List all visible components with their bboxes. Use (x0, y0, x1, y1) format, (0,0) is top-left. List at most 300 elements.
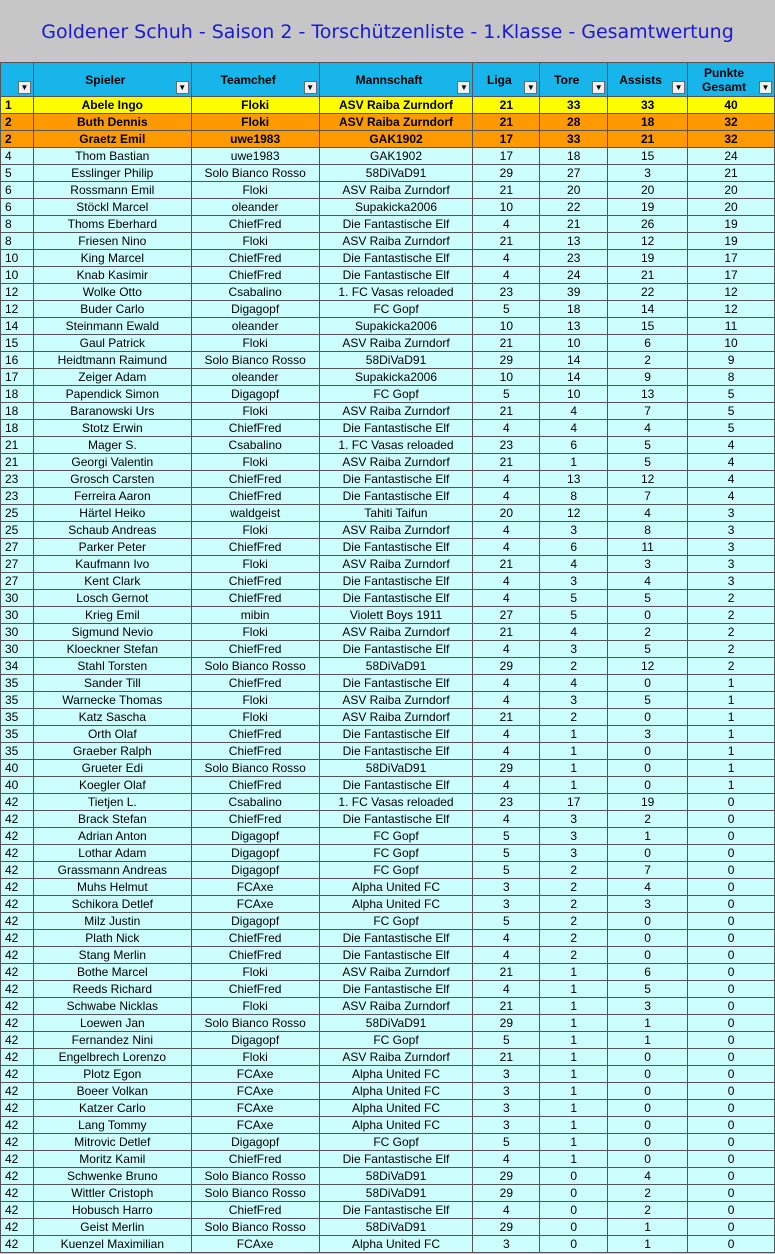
mannschaft-cell: GAK1902 (319, 131, 473, 148)
liga-cell: 21 (473, 709, 540, 726)
mannschaft-cell: Violett Boys 1911 (319, 607, 473, 624)
rank-cell: 15 (1, 335, 34, 352)
spieler-cell: Mager S. (33, 437, 191, 454)
liga-cell: 21 (473, 964, 540, 981)
tore-cell: 14 (540, 352, 608, 369)
punkte-cell: 1 (688, 692, 775, 709)
assists-cell: 4 (608, 573, 688, 590)
mannschaft-cell: Supakicka2006 (319, 199, 473, 216)
rank-cell: 42 (1, 828, 34, 845)
spieler-cell: Zeiger Adam (33, 369, 191, 386)
teamchef-cell: ChiefFred (191, 947, 319, 964)
liga-cell: 4 (473, 981, 540, 998)
rank-cell: 42 (1, 1236, 34, 1253)
scorer-table (0, 62, 775, 1253)
liga-cell: 4 (473, 471, 540, 488)
teamchef-cell: ChiefFred (191, 539, 319, 556)
liga-cell: 29 (473, 760, 540, 777)
teamchef-cell: Digagopf (191, 862, 319, 879)
filter-dropdown-icon[interactable]: ▼ (457, 81, 470, 94)
rank-cell: 42 (1, 1185, 34, 1202)
teamchef-cell: ChiefFred (191, 216, 319, 233)
rank-cell: 35 (1, 675, 34, 692)
spieler-cell: Knab Kasimir (33, 267, 191, 284)
mannschaft-cell: ASV Raiba Zurndorf (319, 114, 473, 131)
teamchef-cell: Floki (191, 998, 319, 1015)
spieler-cell: Schwenke Bruno (33, 1168, 191, 1185)
tore-cell: 1 (540, 1134, 608, 1151)
mannschaft-cell: Die Fantastische Elf (319, 641, 473, 658)
table-row (1, 114, 775, 131)
table-row (1, 573, 775, 590)
tore-cell: 33 (540, 131, 608, 148)
table-row (1, 267, 775, 284)
tore-cell: 5 (540, 607, 608, 624)
tore-cell: 6 (540, 539, 608, 556)
mannschaft-cell: FC Gopf (319, 1134, 473, 1151)
tore-cell: 10 (540, 386, 608, 403)
liga-cell: 5 (473, 386, 540, 403)
tore-cell: 1 (540, 454, 608, 471)
tore-cell: 28 (540, 114, 608, 131)
assists-cell: 22 (608, 284, 688, 301)
table-row (1, 556, 775, 573)
rank-cell: 42 (1, 1219, 34, 1236)
liga-cell: 21 (473, 556, 540, 573)
table-row (1, 250, 775, 267)
punkte-cell: 0 (688, 1236, 775, 1253)
spieler-cell: Schwabe Nicklas (33, 998, 191, 1015)
assists-cell: 0 (608, 947, 688, 964)
spieler-cell: Baranowski Urs (33, 403, 191, 420)
mannschaft-cell: 58DiVaD91 (319, 1168, 473, 1185)
mannschaft-cell: Die Fantastische Elf (319, 573, 473, 590)
table-row (1, 97, 775, 114)
assists-cell: 0 (608, 1083, 688, 1100)
tore-cell: 0 (540, 1202, 608, 1219)
rank-cell: 30 (1, 624, 34, 641)
assists-cell: 15 (608, 318, 688, 335)
mannschaft-cell: ASV Raiba Zurndorf (319, 1049, 473, 1066)
punkte-cell: 0 (688, 845, 775, 862)
assists-cell: 2 (608, 1185, 688, 1202)
liga-cell: 3 (473, 1066, 540, 1083)
mannschaft-cell: ASV Raiba Zurndorf (319, 964, 473, 981)
punkte-cell: 17 (688, 267, 775, 284)
spieler-cell: Graetz Emil (33, 131, 191, 148)
table-row (1, 1202, 775, 1219)
punkte-cell: 2 (688, 658, 775, 675)
filter-dropdown-icon[interactable]: ▼ (524, 81, 537, 94)
mannschaft-cell: Die Fantastische Elf (319, 811, 473, 828)
filter-dropdown-icon[interactable]: ▼ (176, 81, 189, 94)
rank-cell: 42 (1, 964, 34, 981)
header-punkte: Punkte Gesamt ▼ (688, 63, 775, 97)
assists-cell: 0 (608, 930, 688, 947)
liga-cell: 29 (473, 1219, 540, 1236)
assists-cell: 7 (608, 488, 688, 505)
assists-cell: 0 (608, 1117, 688, 1134)
punkte-cell: 0 (688, 896, 775, 913)
teamchef-cell: Floki (191, 692, 319, 709)
rank-cell: 27 (1, 573, 34, 590)
spieler-cell: Esslinger Philip (33, 165, 191, 182)
teamchef-cell: Floki (191, 114, 319, 131)
table-row (1, 284, 775, 301)
rank-cell: 42 (1, 794, 34, 811)
punkte-cell: 1 (688, 743, 775, 760)
tore-cell: 23 (540, 250, 608, 267)
liga-cell: 5 (473, 845, 540, 862)
spieler-cell: Stotz Erwin (33, 420, 191, 437)
teamchef-cell: ChiefFred (191, 420, 319, 437)
table-row (1, 913, 775, 930)
table-row (1, 386, 775, 403)
assists-cell: 5 (608, 454, 688, 471)
liga-cell: 3 (473, 896, 540, 913)
punkte-cell: 12 (688, 301, 775, 318)
liga-cell: 4 (473, 675, 540, 692)
tore-cell: 13 (540, 471, 608, 488)
assists-cell: 0 (608, 1100, 688, 1117)
spieler-cell: Brack Stefan (33, 811, 191, 828)
assists-cell: 21 (608, 267, 688, 284)
table-row (1, 1032, 775, 1049)
spieler-cell: Tietjen L. (33, 794, 191, 811)
table-row (1, 233, 775, 250)
tore-cell: 1 (540, 777, 608, 794)
tore-cell: 4 (540, 420, 608, 437)
mannschaft-cell: Die Fantastische Elf (319, 471, 473, 488)
rank-cell: 21 (1, 454, 34, 471)
punkte-cell: 9 (688, 352, 775, 369)
rank-cell: 42 (1, 1066, 34, 1083)
assists-cell: 14 (608, 301, 688, 318)
tore-cell: 1 (540, 1083, 608, 1100)
table-row (1, 318, 775, 335)
mannschaft-cell: 58DiVaD91 (319, 1219, 473, 1236)
table-row (1, 148, 775, 165)
liga-cell: 27 (473, 607, 540, 624)
table-row (1, 165, 775, 182)
tore-cell: 3 (540, 573, 608, 590)
rank-cell: 10 (1, 267, 34, 284)
tore-cell: 1 (540, 1066, 608, 1083)
filter-dropdown-icon[interactable]: ▼ (592, 81, 605, 94)
rank-cell: 42 (1, 1083, 34, 1100)
teamchef-cell: Floki (191, 522, 319, 539)
teamchef-cell: ChiefFred (191, 267, 319, 284)
mannschaft-cell: Tahiti Taifun (319, 505, 473, 522)
punkte-cell: 21 (688, 165, 775, 182)
spieler-cell: Gaul Patrick (33, 335, 191, 352)
tore-cell: 33 (540, 97, 608, 114)
spieler-cell: Papendick Simon (33, 386, 191, 403)
teamchef-cell: Digagopf (191, 1134, 319, 1151)
liga-cell: 4 (473, 420, 540, 437)
rank-cell: 35 (1, 726, 34, 743)
teamchef-cell: FCAxe (191, 879, 319, 896)
assists-cell: 6 (608, 335, 688, 352)
mannschaft-cell: Alpha United FC (319, 1236, 473, 1253)
rank-cell: 42 (1, 1202, 34, 1219)
assists-cell: 0 (608, 1134, 688, 1151)
liga-cell: 29 (473, 352, 540, 369)
spieler-cell: Grueter Edi (33, 760, 191, 777)
mannschaft-cell: ASV Raiba Zurndorf (319, 522, 473, 539)
assists-cell: 2 (608, 811, 688, 828)
punkte-cell: 1 (688, 675, 775, 692)
punkte-cell: 2 (688, 590, 775, 607)
mannschaft-cell: Die Fantastische Elf (319, 539, 473, 556)
rank-cell: 12 (1, 301, 34, 318)
liga-cell: 5 (473, 828, 540, 845)
tore-cell: 3 (540, 845, 608, 862)
liga-cell: 4 (473, 743, 540, 760)
mannschaft-cell: Alpha United FC (319, 896, 473, 913)
spieler-cell: Milz Justin (33, 913, 191, 930)
spieler-cell: Geist Merlin (33, 1219, 191, 1236)
table-row (1, 1236, 775, 1253)
rank-cell: 27 (1, 539, 34, 556)
punkte-cell: 3 (688, 573, 775, 590)
liga-cell: 3 (473, 1117, 540, 1134)
assists-cell: 2 (608, 1202, 688, 1219)
table-row (1, 1151, 775, 1168)
punkte-cell: 10 (688, 335, 775, 352)
tore-cell: 1 (540, 998, 608, 1015)
assists-cell: 2 (608, 352, 688, 369)
spieler-cell: Steinmann Ewald (33, 318, 191, 335)
mannschaft-cell: Die Fantastische Elf (319, 947, 473, 964)
liga-cell: 21 (473, 454, 540, 471)
mannschaft-cell: Die Fantastische Elf (319, 420, 473, 437)
assists-cell: 0 (608, 845, 688, 862)
spieler-cell: Plath Nick (33, 930, 191, 947)
liga-cell: 4 (473, 692, 540, 709)
spieler-cell: Heidtmann Raimund (33, 352, 191, 369)
liga-cell: 3 (473, 1236, 540, 1253)
mannschaft-cell: FC Gopf (319, 828, 473, 845)
teamchef-cell: Digagopf (191, 386, 319, 403)
table-row (1, 794, 775, 811)
table-row (1, 403, 775, 420)
teamchef-cell: Digagopf (191, 1032, 319, 1049)
punkte-cell: 32 (688, 131, 775, 148)
tore-cell: 4 (540, 403, 608, 420)
rank-cell: 30 (1, 590, 34, 607)
teamchef-cell: Floki (191, 403, 319, 420)
teamchef-cell: mibin (191, 607, 319, 624)
mannschaft-cell: 58DiVaD91 (319, 760, 473, 777)
rank-cell: 30 (1, 607, 34, 624)
spieler-cell: Stang Merlin (33, 947, 191, 964)
spieler-cell: Rossmann Emil (33, 182, 191, 199)
punkte-cell: 0 (688, 811, 775, 828)
punkte-cell: 4 (688, 437, 775, 454)
punkte-cell: 1 (688, 726, 775, 743)
spieler-cell: Ferreira Aaron (33, 488, 191, 505)
assists-cell: 5 (608, 641, 688, 658)
teamchef-cell: Solo Bianco Rosso (191, 658, 319, 675)
rank-cell: 42 (1, 998, 34, 1015)
spieler-cell: Katzer Carlo (33, 1100, 191, 1117)
tore-cell: 10 (540, 335, 608, 352)
liga-cell: 21 (473, 998, 540, 1015)
liga-cell: 4 (473, 216, 540, 233)
assists-cell: 0 (608, 1049, 688, 1066)
spieler-cell: Thom Bastian (33, 148, 191, 165)
liga-cell: 29 (473, 658, 540, 675)
teamchef-cell: ChiefFred (191, 250, 319, 267)
table-row (1, 743, 775, 760)
assists-cell: 8 (608, 522, 688, 539)
punkte-cell: 8 (688, 369, 775, 386)
mannschaft-cell: 1. FC Vasas reloaded (319, 284, 473, 301)
rank-cell: 27 (1, 556, 34, 573)
teamchef-cell: Floki (191, 97, 319, 114)
spieler-cell: Boeer Volkan (33, 1083, 191, 1100)
teamchef-cell: Floki (191, 556, 319, 573)
liga-cell: 21 (473, 182, 540, 199)
rank-cell: 42 (1, 1100, 34, 1117)
mannschaft-cell: Alpha United FC (319, 1117, 473, 1134)
punkte-cell: 24 (688, 148, 775, 165)
tore-cell: 1 (540, 981, 608, 998)
teamchef-cell: Floki (191, 335, 319, 352)
spieler-cell: Georgi Valentin (33, 454, 191, 471)
rank-cell: 18 (1, 420, 34, 437)
rank-cell: 42 (1, 896, 34, 913)
liga-cell: 4 (473, 726, 540, 743)
spieler-cell: Kloeckner Stefan (33, 641, 191, 658)
spieler-cell: Loewen Jan (33, 1015, 191, 1032)
punkte-cell: 1 (688, 760, 775, 777)
punkte-cell: 3 (688, 522, 775, 539)
header-mannschaft: Mannschaft ▼ (319, 63, 473, 97)
mannschaft-cell: Die Fantastische Elf (319, 267, 473, 284)
tore-cell: 1 (540, 964, 608, 981)
header-teamchef: Teamchef ▼ (191, 63, 319, 97)
rank-cell: 5 (1, 165, 34, 182)
spieler-cell: Stahl Torsten (33, 658, 191, 675)
teamchef-cell: Csabalino (191, 437, 319, 454)
table-row (1, 454, 775, 471)
teamchef-cell: ChiefFred (191, 930, 319, 947)
teamchef-cell: ChiefFred (191, 488, 319, 505)
tore-cell: 4 (540, 556, 608, 573)
mannschaft-cell: ASV Raiba Zurndorf (319, 335, 473, 352)
mannschaft-cell: ASV Raiba Zurndorf (319, 692, 473, 709)
assists-cell: 1 (608, 828, 688, 845)
spieler-cell: Thoms Eberhard (33, 216, 191, 233)
rank-cell: 42 (1, 862, 34, 879)
mannschaft-cell: 58DiVaD91 (319, 1185, 473, 1202)
table-row (1, 216, 775, 233)
punkte-cell: 0 (688, 794, 775, 811)
table-row (1, 692, 775, 709)
punkte-cell: 0 (688, 1066, 775, 1083)
mannschaft-cell: ASV Raiba Zurndorf (319, 403, 473, 420)
liga-cell: 4 (473, 590, 540, 607)
liga-cell: 21 (473, 335, 540, 352)
assists-cell: 12 (608, 233, 688, 250)
assists-cell: 0 (608, 760, 688, 777)
tore-cell: 2 (540, 896, 608, 913)
liga-cell: 3 (473, 1100, 540, 1117)
filter-dropdown-icon[interactable]: ▼ (304, 81, 317, 94)
assists-cell: 3 (608, 556, 688, 573)
punkte-cell: 3 (688, 556, 775, 573)
punkte-cell: 19 (688, 233, 775, 250)
teamchef-cell: Solo Bianco Rosso (191, 1015, 319, 1032)
punkte-cell: 4 (688, 488, 775, 505)
filter-dropdown-icon[interactable]: ▼ (672, 81, 685, 94)
rank-cell: 42 (1, 1134, 34, 1151)
punkte-cell: 40 (688, 97, 775, 114)
tore-cell: 3 (540, 641, 608, 658)
mannschaft-cell: FC Gopf (319, 913, 473, 930)
punkte-cell: 4 (688, 471, 775, 488)
mannschaft-cell: Die Fantastische Elf (319, 981, 473, 998)
spieler-cell: Grosch Carsten (33, 471, 191, 488)
mannschaft-cell: Alpha United FC (319, 1100, 473, 1117)
header-assists: Assists ▼ (608, 63, 688, 97)
mannschaft-cell: Alpha United FC (319, 1083, 473, 1100)
assists-cell: 19 (608, 794, 688, 811)
punkte-cell: 2 (688, 641, 775, 658)
tore-cell: 20 (540, 182, 608, 199)
liga-cell: 4 (473, 641, 540, 658)
filter-dropdown-icon[interactable]: ▼ (759, 81, 772, 94)
liga-cell: 23 (473, 794, 540, 811)
teamchef-cell: Solo Bianco Rosso (191, 1185, 319, 1202)
punkte-cell: 0 (688, 1117, 775, 1134)
spieler-cell: Sander Till (33, 675, 191, 692)
rank-cell: 8 (1, 233, 34, 250)
mannschaft-cell: FC Gopf (319, 845, 473, 862)
spieler-cell: Muhs Helmut (33, 879, 191, 896)
assists-cell: 5 (608, 437, 688, 454)
teamchef-cell: ChiefFred (191, 573, 319, 590)
punkte-cell: 0 (688, 862, 775, 879)
teamchef-cell: Floki (191, 233, 319, 250)
spieler-cell: Friesen Nino (33, 233, 191, 250)
tore-cell: 13 (540, 318, 608, 335)
table-row (1, 522, 775, 539)
tore-cell: 3 (540, 828, 608, 845)
punkte-cell: 0 (688, 947, 775, 964)
mannschaft-cell: FC Gopf (319, 386, 473, 403)
assists-cell: 15 (608, 148, 688, 165)
punkte-cell: 0 (688, 913, 775, 930)
spieler-cell: Reeds Richard (33, 981, 191, 998)
tore-cell: 0 (540, 1168, 608, 1185)
rank-cell: 42 (1, 930, 34, 947)
liga-cell: 4 (473, 539, 540, 556)
tore-cell: 39 (540, 284, 608, 301)
assists-cell: 4 (608, 879, 688, 896)
assists-cell: 4 (608, 420, 688, 437)
table-row (1, 862, 775, 879)
table-row (1, 182, 775, 199)
table-row (1, 777, 775, 794)
spieler-cell: Lang Tommy (33, 1117, 191, 1134)
rank-cell: 10 (1, 250, 34, 267)
spieler-cell: Engelbrech Lorenzo (33, 1049, 191, 1066)
filter-dropdown-icon[interactable]: ▼ (18, 81, 31, 94)
spieler-cell: Koegler Olaf (33, 777, 191, 794)
